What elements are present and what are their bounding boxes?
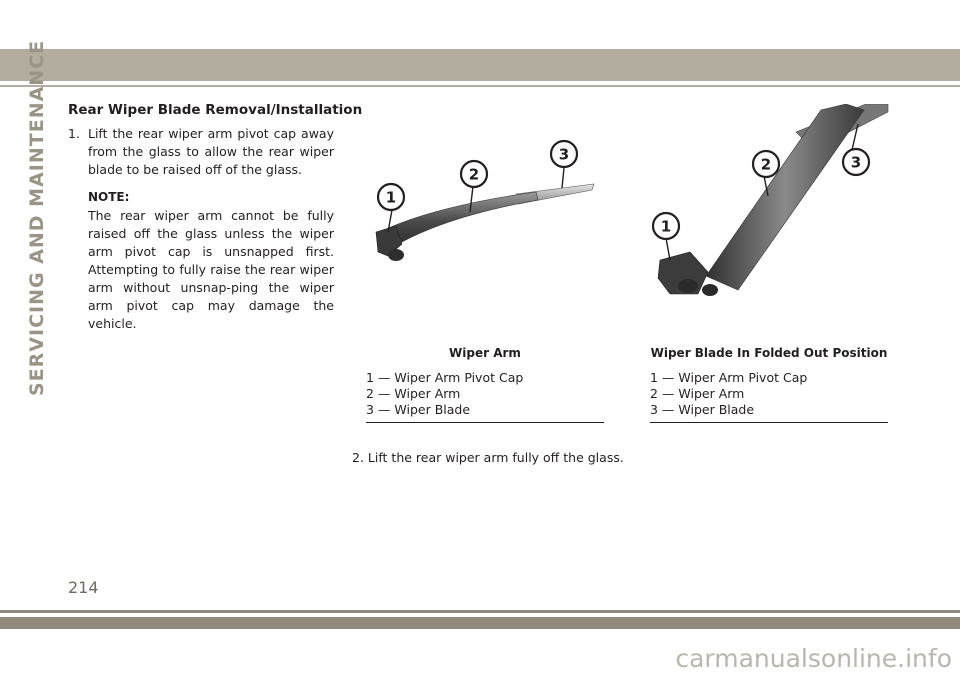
section-title: Rear Wiper Blade Removal/Installation [68,102,363,118]
figure-1-legend [366,370,523,418]
svg-text:2: 2 [468,165,480,184]
page-number: 214 [68,578,99,597]
step-2 [352,450,624,465]
note-heading: NOTE: [88,190,130,204]
callout-1 [378,184,404,210]
footer-band [0,617,960,629]
svg-text:1: 1 [660,217,672,236]
step-1 [68,125,334,179]
figure-2-legend [650,370,807,418]
step-2-number: 2. [352,450,364,465]
watermark-text: carmanualsonline.info [675,644,952,673]
header-band [0,49,960,81]
figure-2-caption: Wiper Blade In Folded Out Position [650,346,888,360]
section-side-label: SERVICING AND MAINTENANCE [26,39,48,396]
callout-2 [461,161,487,187]
svg-text:3: 3 [850,153,862,172]
svg-text:2: 2 [760,155,772,174]
step-1-number: 1. [68,126,80,141]
step-1-text: Lift the rear wiper arm pivot cap away from the glass to allow the rear wiper blade to be raised off of the glass. [88,126,334,177]
note-body: The rear wiper arm cannot be fully raised off the glass unless the wiper arm pivot cap is unsnapped first. Attempting to fully raise the rear wiper arm without unsnap-ping the wiper arm pivot cap may damage the vehicle. [88,208,334,331]
svg-text:3: 3 [558,145,570,164]
legend-item: 2 — Wiper Arm [650,386,745,401]
legend-item: 1 — Wiper Arm Pivot Cap [366,370,524,385]
legend-item: 3 — Wiper Blade [366,402,471,417]
svg-text:1: 1 [385,188,397,207]
legend-item: 2 — Wiper Arm [366,386,461,401]
wiper-arm-figure [366,128,606,278]
callout-2 [753,151,779,177]
figure-1-rule [366,422,604,423]
figure-1-caption: Wiper Arm [449,346,521,360]
legend-item: 1 — Wiper Arm Pivot Cap [650,370,808,385]
wiper-arm-shape [706,104,864,290]
legend-item: 3 — Wiper Blade [650,402,755,417]
step-2-text: Lift the rear wiper arm fully off the glass. [367,450,624,465]
header-rule [0,85,960,87]
wiper-folded-figure [646,104,890,304]
callout-1 [653,213,679,239]
figure-2-rule [650,422,888,423]
footer-rule [0,610,960,613]
callout-3 [551,141,577,167]
callout-3 [843,149,869,175]
